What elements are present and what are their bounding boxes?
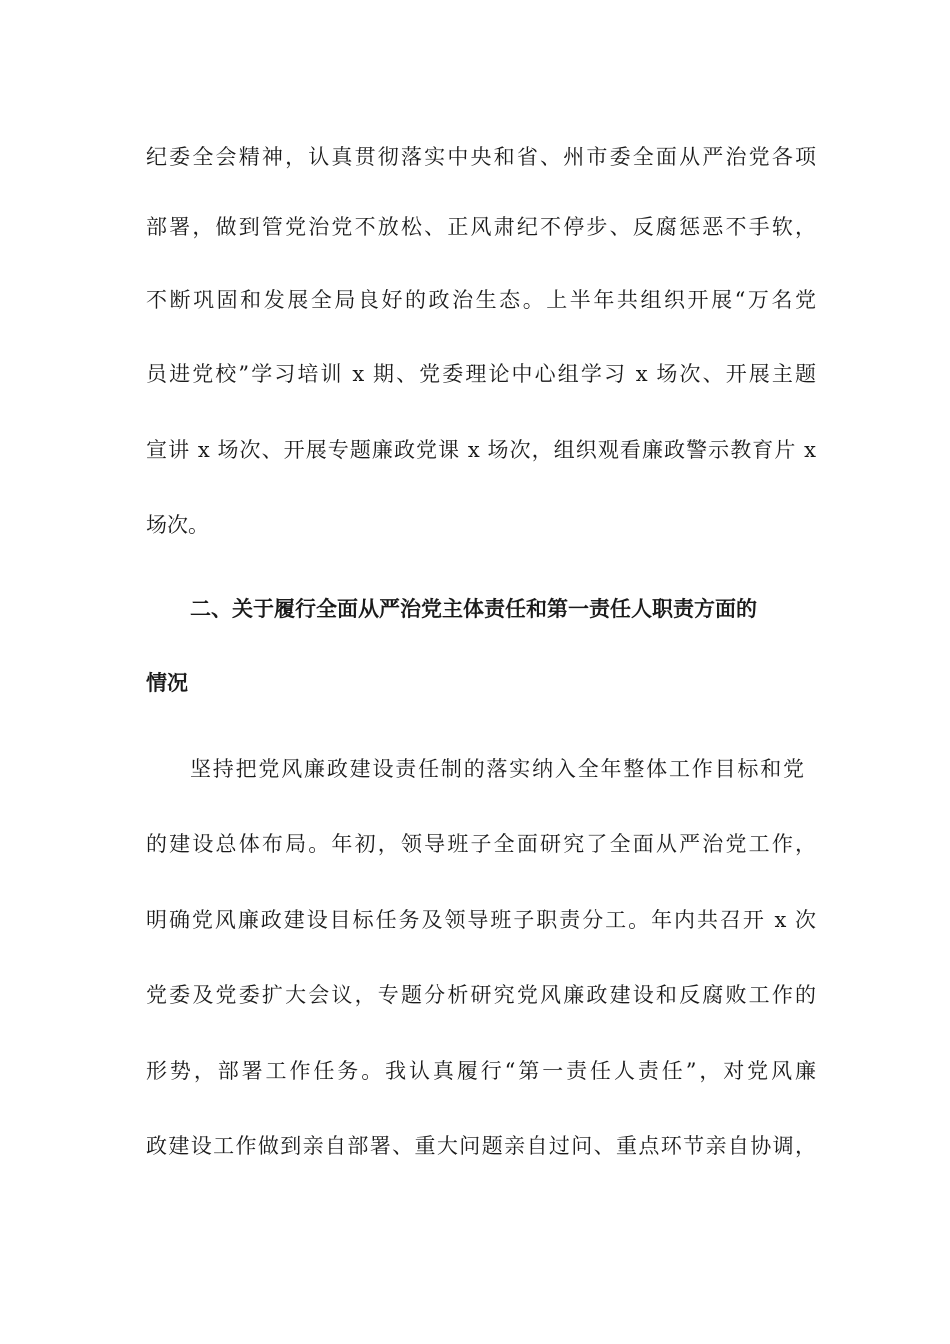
paragraph-1-line-6: 场次。 <box>146 513 209 537</box>
paragraph-2-line-1: 坚持把党风廉政建设责任制的落实纳入全年整体工作目标和党 <box>190 757 804 781</box>
paragraph-2-line-6: 政建设工作做到亲自部署、重大问题亲自过问、重点环节亲自协调， <box>146 1134 816 1158</box>
paragraph-1-line-5: 宣讲 x 场次、开展专题廉政党课 x 场次，组织观看廉政警示教育片 x <box>146 438 816 462</box>
section-heading-line-1: 二、关于履行全面从严治党主体责任和第一责任人职责方面的 <box>190 597 757 621</box>
paragraph-1-line-4: 员进党校”学习培训 x 期、党委理论中心组学习 x 场次、开展主题 <box>146 362 816 386</box>
paragraph-2-line-2: 的建设总体布局。年初，领导班子全面研究了全面从严治党工作， <box>146 832 816 856</box>
paragraph-1-line-2: 部署，做到管党治党不放松、正风肃纪不停步、反腐惩恶不手软， <box>146 215 816 239</box>
paragraph-2-line-5: 形势，部署工作任务。我认真履行“第一责任人责任”，对党风廉 <box>146 1059 816 1083</box>
paragraph-1-line-1: 纪委全会精神，认真贯彻落实中央和省、州市委全面从严治党各项 <box>146 145 816 169</box>
section-heading-line-2: 情况 <box>146 671 188 695</box>
paragraph-2-line-4: 党委及党委扩大会议，专题分析研究党风廉政建设和反腐败工作的 <box>146 983 816 1007</box>
paragraph-2-line-3: 明确党风廉政建设目标任务及领导班子职责分工。年内共召开 x 次 <box>146 908 816 932</box>
paragraph-1-line-3: 不断巩固和发展全局良好的政治生态。上半年共组织开展“万名党 <box>146 288 816 312</box>
